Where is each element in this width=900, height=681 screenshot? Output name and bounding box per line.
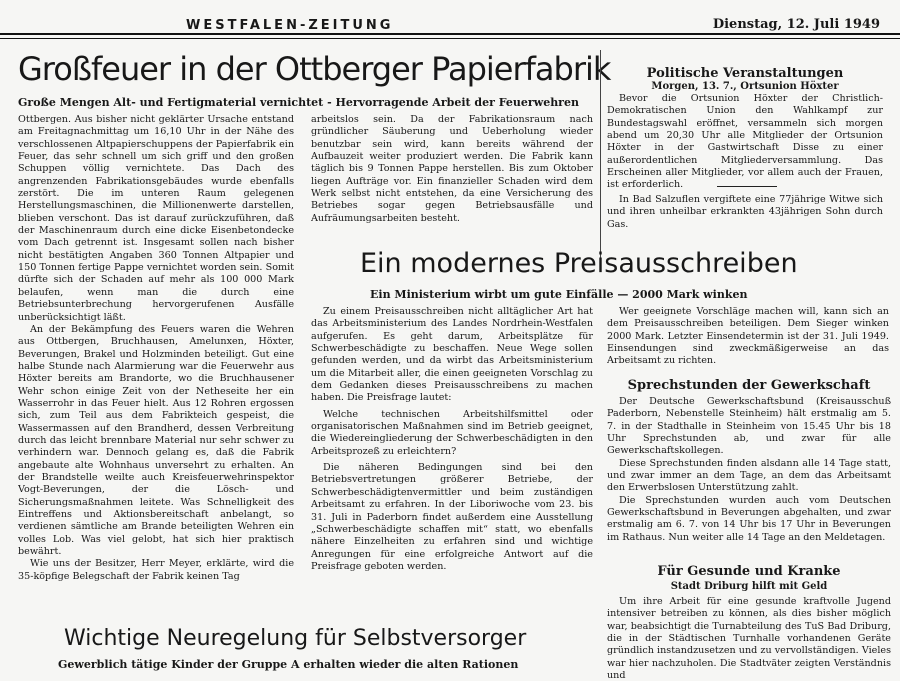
masthead-rule-thick [0,33,900,35]
health-title: Für Gesunde und Kranke [657,564,841,579]
contest-subhead: Ein Ministerium wirbt um gute Einfälle — 2000 Mark winken [370,288,748,301]
health-subtitle: Stadt Driburg hilft mit Geld [670,581,828,592]
lead-paragraph: An der Bekämpfung des Feuers waren die Wehren aus Ottbergen, Bruchhausen, Amelunxen, Höxter, Beverungen, Brakel und Holzminden beteiligt. Gut eine halbe Stunde nach Alarmierung war die Feuerwehr aus Höxter bereits am Brandorte, wo die Bruchhausener Wehr schon einige Zeit von der Netheseite her ein Wasserrohr in das Feuer hielt. Aus 12 Rohren ergossen sich, zum Teil aus dem Fabrikteich gespeist, die Wassermassen auf den Brandherd, dessen Verbreitung durch das leicht brennbare Material nur sehr schwer zu verhindern war. Dennoch gelang es, daß die Fabrik angebaute alte Wohnhaus unversehrt zu erhalten. An der Brandstelle weilte auch Kreisfeuerwehrinspektor Vogt-Beverungen, der die Lösch- und Sicherungsmaßnahmen leitete. Was Schnelligkeit des Eintreffens und Aktionsbereitschaft anbelangt, so verdienen sämtliche am Brande beteiligten Wehren ein volles Lob. Was viel gelobt, hat sich hier praktisch bewährt. [18,323,294,558]
lead-paragraph: Wie uns der Besitzer, Herr Meyer, erklärte, wird die 35-köpfige Belegschaft der Fabrik keinen Tag [18,558,294,582]
politics-subtitle: Morgen, 13. 7., Ortsunion Höxter [651,81,839,92]
contest-headline: Ein modernes Preisausschreiben [360,248,798,279]
contest-paragraph: Die näheren Bedingungen sind bei den Betriebsvertretungen größerer Betriebe, der Schwerbeschädigtenvermittler und beim zuständigen Arbeitsamt zu erfahren. In der Liboriwoche vom 23. bis 31. Juli in Paderborn findet außerdem eine Ausstellung „Schwerbeschädigte schaffen mit“ statt, wo ebenfalls nähere Einzelheiten zu erfahren sind und wichtige Anregungen für eine erfolgreiche Antwort auf die Preisfrage geboten werden. [311,462,593,572]
union-paragraph: Diese Sprechstunden finden alsdann alle 14 Tage statt, und zwar immer an dem Tage, an dem das Arbeitsamt den Erwerbslosen Unterstützung zahlt. [607,457,891,494]
lead-headline: Großfeuer in der Ottberger Papierfabrik [18,50,611,88]
contest-paragraph: Zu einem Preisausschreiben nicht alltäglicher Art hat das Arbeitsministerium des Landes Nordrhein-Westfalen aufgerufen. Es geht darum, Arbeitsplätze für Schwerbeschädigte zu beschaffen. Neue Wege sollen gefunden werden, und da wirbt das Arbeitsministerium um die Mitarbeit aller, die einen geeigneten Vorschlag zu dem Gedanken dieses Preisausschreibens zu machen haben. Die Preisfrage lautet: [311,306,593,404]
issue-date: Dienstag, 12. Juli 1949 [712,17,880,32]
contest-question: Welche technischen Arbeitshilfsmittel oder organisatorischen Maßnahmen sind im Betrieb geeignet, die Wiedereingliederung der Schwerbeschädigten in den Arbeitsprozeß zu erleichtern? [311,408,593,457]
newspaper-name: WESTFALEN-ZEITUNG [186,18,394,33]
contest-paragraph: Wer geeignete Vorschläge machen will, kann sich an dem Preisausschreiben beteiligen. Dem Sieger winken 2000 Mark. Letzter Einsendetermin ist der 31. Juli 1949. Einsendungen sind zweckmäßigerweise an das Arbeitsamt zu richten. [607,306,889,367]
contest-column-b [607,306,889,370]
lead-column-2 [311,114,593,234]
union-paragraph: Die Sprechstunden wurden auch vom Deutschen Gewerkschaftsbund in Beverungen abgehalten, und zwar erstmalig am 6. 7. von 14 Uhr bis 17 Uhr in Beverungen im Rathaus. Nun weiter alle 14 Tage an den Meldetagen. [607,494,891,543]
union-title: Sprechstunden der Gewerkschaft [627,378,871,393]
politics-body [607,93,883,189]
politics-paragraph: Bevor die Ortsunion Höxter der Christlich-Demokratischen Union den Wahlkampf zur Bundestagswahl eröffnet, versammeln sich morgen abend um 20,30 Uhr alle Mitglieder der Ortsunion Höxter in der Gastwirtschaft Disse zu einer außerordentlichen Mitgliederversammlung. Das Erscheinen aller Mitglieder, vor allem auch der Frauen, ist erforderlich. [607,93,883,189]
union-paragraph: Der Deutsche Gewerkschaftsbund (Kreisausschuß Paderborn, Nebenstelle Steinheim) hält erstmalig am 5. 7. in der Stadthalle in Steinheim von 15.45 Uhr bis 18 Uhr Sprechstunden ab, und zwar für alle Gewerkschaftskollegen. [607,396,891,457]
lead-paragraph: Ottbergen. Aus bisher nicht geklärter Ursache entstand am Freitagnachmittag um 16,10 Uhr in der Nähe des verschlossenen Altpapierschuppens der Papierfabrik ein Feuer, das sehr schnell um sich griff und den großen Schuppen völlig vernichtete. Das Dach des angrenzenden Fabrikationsgebäudes wurde ebenfalls zerstört. Die im unteren Raum gelegenen Herstellungsmaschinen, die Millionenwerte darstellen, blieben verschont. Das ist darauf zurückzuführen, daß der Maschinenraum durch eine dicke Eisenbetondecke vom Dach getrennt ist. Insgesamt sollen nach bisher nicht bestätigten Angaben 360 Tonnen Altpapier und 150 Tonnen fertige Pappe vernichtet worden sein. Somit dürfte sich der Schaden auf mehr als 100 000 Mark belaufen, wenn man die durch eine Betriebsunterbrechung hervorgerufenen Ausfälle unberücksichtigt läßt. [18,114,294,323]
column-divider [600,50,601,258]
supply-subhead: Gewerblich tätige Kinder der Gruppe A erhalten wieder die alten Rationen [58,658,519,671]
lead-paragraph: arbeitslos sein. Da der Fabrikationsraum nach gründlicher Säuberung und Ueberholung wieder benutzbar sein wird, kann bereits während der Aufbauzeit weiter produziert werden. Die Fabrik kann täglich bis 9 Tonnen Pappe herstellen. Bis zum Oktober liegen Aufträge vor. Ein finanzieller Schaden wird dem Werk selbst nicht entstehen, da eine Versicherung des Betriebes sogar gegen Betriebsausfälle und Aufräumungsarbeiten besteht. [311,114,593,224]
contest-column-a [311,306,593,608]
masthead-rule-thin [0,38,900,39]
supply-headline: Wichtige Neuregelung für Selbstversorger [64,626,527,651]
health-body [607,596,891,680]
politics-title: Politische Veranstaltungen [646,66,844,81]
lead-column-1 [18,114,294,614]
note-paragraph: In Bad Salzuflen vergiftete eine 77jährige Witwe sich und ihren unheilbar erkrankten 43jährigen Sohn durch Gas. [607,194,883,230]
salzuflen-note [607,194,883,234]
union-body [607,396,891,554]
lead-subhead: Große Mengen Alt- und Fertigmaterial vernichtet - Hervorragende Arbeit der Feuerwehren [18,96,579,109]
health-paragraph: Um ihre Arbeit für eine gesunde kraftvolle Jugend intensiver betreiben zu können, als dies bisher möglich war, beabsichtigt die Turnabteilung des TuS Bad Driburg, die in der Städtischen Turnhalle vorhandenen Geräte gründlich instandzusetzen und zu vervollständigen. Vieles war hier nachzuholen. Die Stadtväter zeigten Verständnis und [607,596,891,680]
short-divider [717,186,777,187]
